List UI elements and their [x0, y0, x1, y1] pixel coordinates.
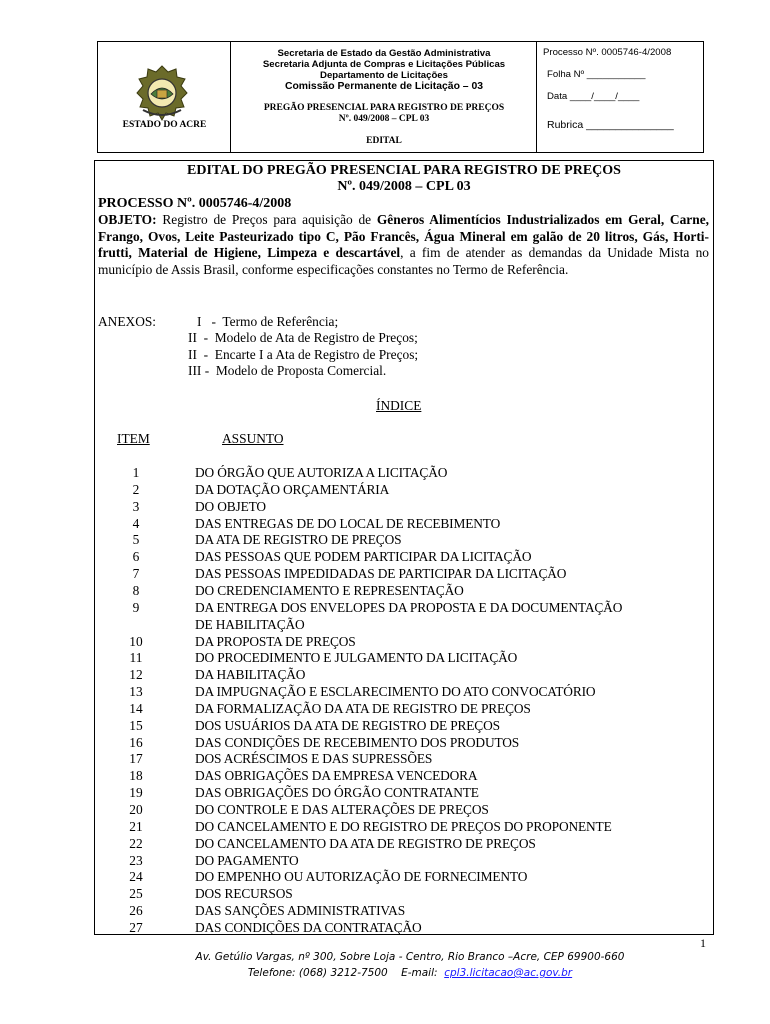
objeto-text-2: , a fim de atender as demandas da Unidade Mista no município de Assis Brasil, conforme especificações constantes no Termo de Referência.: [98, 245, 709, 277]
index-heading: ÍNDICE: [376, 398, 422, 413]
index-item-number: 1: [132, 465, 140, 480]
index-item-number: 17: [129, 751, 143, 767]
document-title: EDITAL DO PREGÃO PRESENCIAL PARA REGISTRO DE PREÇOS: [187, 163, 621, 178]
index-item-subject: DAS OBRIGAÇÕES DA EMPRESA VENCEDORA: [195, 768, 478, 784]
index-item-number: 19: [129, 785, 143, 801]
index-item-number: 3: [132, 498, 140, 514]
rubrica-field: Rubrica _______________: [547, 119, 674, 131]
folha-field: Folha Nº ___________: [547, 69, 646, 80]
header-org-cell: [231, 42, 537, 152]
index-item-number: 12: [129, 667, 143, 683]
index-item-number: 5: [132, 532, 140, 548]
index-item-subject: DAS CONDIÇÕES DE RECEBIMENTO DOS PRODUTOS: [195, 734, 520, 750]
org-line-4: Comissão Permanente de Licitação – 03: [284, 81, 484, 92]
index-item-subject: DO PAGAMENTO: [195, 852, 299, 868]
footer-email-link[interactable]: cpl3.licitacao@ac.gov.br: [444, 967, 573, 979]
index-item-subject: DO ÓRGÃO QUE AUTORIZA A LICITAÇÃO: [195, 465, 448, 480]
document-subtitle: Nº. 049/2008 – CPL 03: [337, 179, 471, 194]
anexos-label: ANEXOS:: [98, 314, 157, 329]
data-field: Data ____/____/____: [547, 91, 640, 102]
index-item-number: 25: [129, 886, 143, 902]
index-item-number: 13: [129, 684, 143, 700]
index-item-number: 10: [129, 633, 143, 649]
coat-of-arms-icon: [135, 64, 189, 122]
index-item-subject: DO OBJETO: [195, 498, 266, 514]
index-item-number: 11: [129, 650, 143, 666]
index-item-number: 21: [129, 818, 143, 834]
index-item-subject: DOS RECURSOS: [195, 886, 293, 902]
footer-phone: Telefone: (068) 3212-7500 E-mail:: [247, 967, 445, 979]
index-item-subject-continued: DE HABILITAÇÃO: [195, 616, 305, 632]
index-col-assunto: ASSUNTO: [222, 431, 284, 446]
index-item-subject: DOS ACRÉSCIMOS E DAS SUPRESSÕES: [195, 751, 433, 767]
index-item-subject: DOS USUÁRIOS DA ATA DE REGISTRO DE PREÇOS: [195, 717, 500, 733]
pregao-line-1: PREGÃO PRESENCIAL PARA REGISTRO DE PREÇOS: [263, 103, 505, 113]
index-item-number: 20: [129, 802, 143, 817]
pregao-line-2: Nº. 049/2008 – CPL 03: [338, 114, 430, 124]
document-header: [97, 41, 704, 153]
org-line-1: Secretaria de Estado da Gestão Administrativa: [277, 48, 491, 59]
index-item-number: 7: [132, 566, 140, 582]
index-item-number: 6: [132, 549, 140, 565]
objeto-paragraph: [98, 212, 709, 278]
objeto-text-1: Registro de Preços para aquisição de: [156, 212, 377, 227]
index-item-subject: DO CREDENCIAMENTO E REPRESENTAÇÃO: [195, 582, 464, 598]
index-item-subject: DO EMPENHO OU AUTORIZAÇÃO DE FORNECIMENTO: [195, 869, 528, 885]
index-item-number: 16: [129, 734, 143, 750]
anexo-item-3: II - Encarte I a Ata de Registro de Preços;: [188, 347, 419, 362]
process-heading: PROCESSO Nº. 0005746-4/2008: [98, 196, 292, 211]
index-item-number: 18: [129, 768, 143, 784]
index-item-subject: DAS CONDIÇÕES DA CONTRATAÇÃO: [195, 919, 422, 935]
index-item-subject: DA ATA DE REGISTRO DE PREÇOS: [195, 532, 402, 548]
index-item-number: 23: [129, 852, 143, 868]
footer-contact: [0, 967, 770, 979]
index-item-subject: DO PROCEDIMENTO E JULGAMENTO DA LICITAÇÃO: [195, 650, 518, 666]
anexo-item-2: II - Modelo de Ata de Registro de Preços;: [188, 330, 418, 345]
header-process-cell: [537, 42, 703, 152]
header-emblem-cell: [98, 42, 231, 152]
process-number: Processo Nº. 0005746-4/2008: [543, 47, 672, 58]
anexo-item-1: I - Termo de Referência;: [197, 314, 339, 329]
index-item-number: 26: [129, 903, 143, 919]
state-label: ESTADO DO ACRE: [122, 120, 207, 130]
index-item-number: 27: [129, 919, 143, 935]
index-item-subject: DO CANCELAMENTO E DO REGISTRO DE PREÇOS DO PROPONENTE: [195, 818, 612, 834]
index-item-subject: DO CANCELAMENTO DA ATA DE REGISTRO DE PREÇOS: [195, 835, 536, 851]
index-item-subject: DA PROPOSTA DE PREÇOS: [195, 633, 356, 649]
anexo-item-4: III - Modelo de Proposta Comercial.: [188, 363, 387, 378]
index-item-number: 2: [132, 481, 140, 497]
index-item-number: 14: [129, 700, 143, 716]
footer-address: Av. Getúlio Vargas, nº 300, Sobre Loja - Centro, Rio Branco –Acre, CEP 69900-660: [195, 951, 625, 963]
objeto-bold-text: Gêneros Alimentícios Industrializados em Geral, Carne, Frango, Ovos, Leite Pasteurizado tipo C, Pão Francês, Água Mineral em galão de 20 litros, Gás, Horti-frutti, Material de Higiene, Limpeza e descartável: [98, 212, 709, 261]
index-item-subject: DA IMPUGNAÇÃO E ESCLARECIMENTO DO ATO CONVOCATÓRIO: [195, 684, 596, 700]
index-item-number: 15: [129, 717, 143, 733]
index-item-subject: DA ENTREGA DOS ENVELOPES DA PROPOSTA E DA DOCUMENTAÇÃO: [195, 599, 623, 615]
index-item-subject: DAS PESSOAS IMPEDIDADAS DE PARTICIPAR DA LICITAÇÃO: [195, 566, 567, 582]
page-number: 1: [700, 936, 706, 950]
objeto-label: OBJETO:: [98, 212, 157, 227]
index-item-subject: DO CONTROLE E DAS ALTERAÇÕES DE PREÇOS: [195, 802, 489, 817]
index-item-number: 4: [132, 515, 140, 531]
index-item-subject: DAS ENTREGAS DE DO LOCAL DE RECEBIMENTO: [195, 515, 501, 531]
org-line-3: Departamento de Licitações: [320, 70, 448, 81]
index-col-item: ITEM: [117, 431, 150, 446]
index-item-subject: DA HABILITAÇÃO: [195, 667, 306, 683]
index-item-number: 9: [132, 599, 140, 615]
index-item-number: 22: [129, 835, 143, 851]
index-item-subject: DAS OBRIGAÇÕES DO ÓRGÃO CONTRATANTE: [195, 785, 479, 801]
edital-label: EDITAL: [366, 136, 402, 146]
index-item-number: 8: [132, 582, 140, 598]
org-line-2: Secretaria Adjunta de Compras e Licitações Públicas: [262, 59, 506, 70]
index-item-subject: DA FORMALIZAÇÃO DA ATA DE REGISTRO DE PREÇOS: [195, 700, 531, 716]
index-item-subject: DAS SANÇÕES ADMINISTRATIVAS: [195, 903, 405, 919]
index-item-subject: DAS PESSOAS QUE PODEM PARTICIPAR DA LICITAÇÃO: [195, 549, 532, 565]
index-item-number: 24: [129, 869, 143, 885]
index-item-subject: DA DOTAÇÃO ORÇAMENTÁRIA: [195, 481, 390, 497]
